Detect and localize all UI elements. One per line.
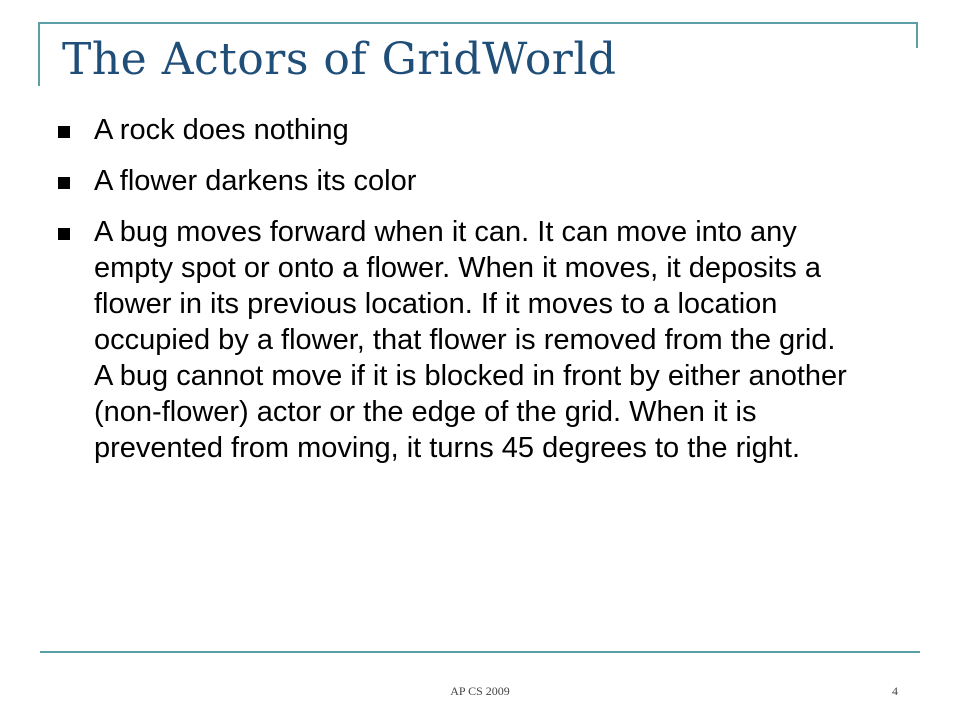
bullet-list xyxy=(58,112,858,481)
frame-right-line xyxy=(916,22,918,48)
bullet-item xyxy=(58,163,858,199)
page-number: 4 xyxy=(892,684,898,698)
frame-top-line xyxy=(38,22,918,24)
bullet-text: A flower darkens its color xyxy=(94,165,417,197)
square-bullet-icon xyxy=(58,126,70,138)
square-bullet-icon xyxy=(58,177,70,189)
bullet-text: A bug moves forward when it can. It can move into any empty spot or onto a flower. When it moves, it deposits a flower in its previous location. If it moves to a location occupied by a flower, that flower is removed from the grid. A bug cannot move if it is blocked in front by either another (non-flower) actor or the edge of the grid. When it is prevented from moving, it turns 45 degrees to the right. xyxy=(94,216,847,464)
footer-divider xyxy=(40,651,920,653)
bullet-text: A rock does nothing xyxy=(94,114,349,146)
footer-label: AP CS 2009 xyxy=(450,684,510,698)
frame-left-line xyxy=(38,22,40,86)
square-bullet-icon xyxy=(58,228,70,240)
bullet-item xyxy=(58,112,858,148)
bullet-item xyxy=(58,214,858,466)
slide-title: The Actors of GridWorld xyxy=(62,34,617,85)
